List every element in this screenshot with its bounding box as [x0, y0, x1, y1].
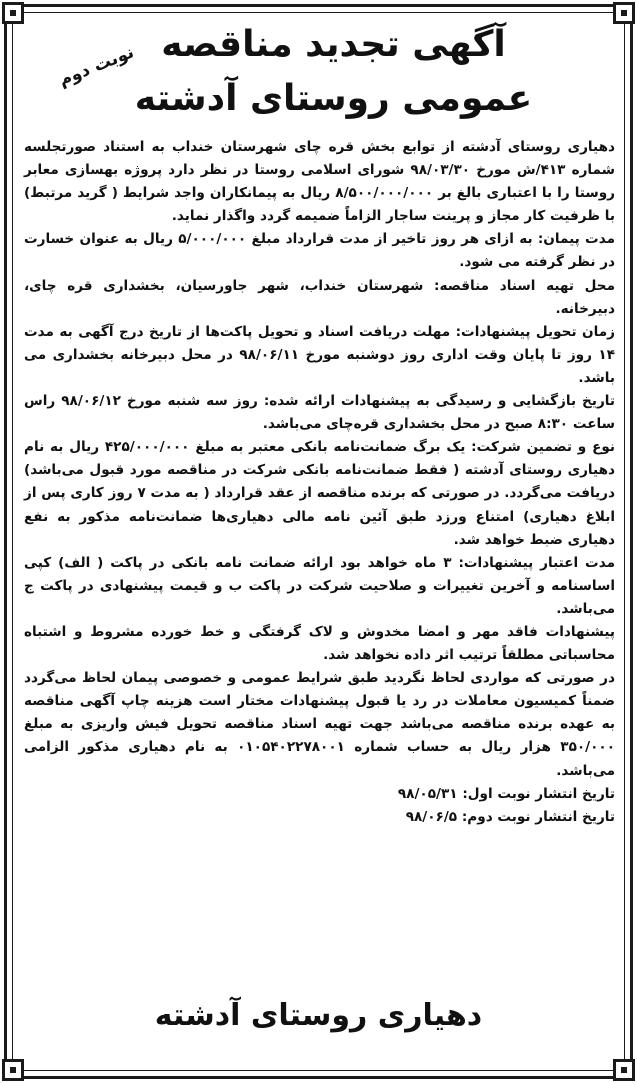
second-round-badge: نوبت دوم	[56, 42, 137, 91]
paragraph-submission-deadline: زمان تحویل پیشنهادات: مهلت دریافت اسناد و تحویل پاکت‌ها از تاریخ درج آگهی به مدت ۱۴ روز تا پایان وقت اداری روز دوشنبه مورخ ۹۸/۰۶/۱۱ در محل دبیرخانه بخشداری می باشد.	[24, 323, 615, 386]
title-line-1: آگهی تجدید مناقصه	[161, 24, 506, 65]
publish-date-first: تاریخ انتشار نوبت اول: ۹۸/۰۵/۳۱	[397, 785, 615, 802]
paragraph-intro: دهیاری روستای آدشته از توابع بخش قره چای شهرستان خنداب به استناد صورتجلسه شماره ۴۱۳/ش مورخ ۹۸/۰۳/۳۰ شورای اسلامی روستا در نظر دارد پروژه بهسازی معابر روستا را با اعتباری بالغ بر ۸/۵۰۰/۰۰۰/۰۰۰ ریال به پیمانکاران واجد شرایط ( گرید مرتبط) با ظرفیت کار مجاز و پرینت ساجار الزاماً ضمیمه گردد واگذار نماید.	[24, 139, 616, 225]
publish-dates	[24, 783, 615, 829]
corner-ornament	[613, 1059, 635, 1081]
notice-body	[24, 136, 615, 829]
corner-ornament	[2, 2, 24, 24]
paragraph-invalid-bids: پیشنهادات فاقد مهر و امضا مخدوش و لاک گرفتگی و خط خورده مشروط و اشتباه محاسباتی مطلقاً ترتیب اثر داده نخواهد شد.	[24, 623, 615, 664]
corner-ornament	[613, 2, 635, 24]
issuer-signature: دهیاری روستای آدشته	[154, 998, 483, 1033]
publish-date-second: تاریخ انتشار نوبت دوم: ۹۸/۰۶/۵	[405, 808, 615, 825]
paragraph-documents-location: محل تهیه اسناد مناقصه: شهرستان خنداب، شهر جاورسیان، بخشداری قره چای، دبیرخانه.	[24, 277, 615, 317]
paragraph-validity: مدت اعتبار پیشنهادات: ۳ ماه خواهد بود ارائه ضمانت نامه بانکی در پاکت ( الف) کپی اساسنامه و آخرین تغییرات و صلاحیت شرکت در پاکت ب و قیمت پیشنهادی در پاکت ج می‌باشد.	[24, 554, 615, 617]
title-line-2: عمومی روستای آدشته	[134, 78, 533, 119]
notice-title	[60, 18, 607, 126]
paragraph-contract-term: مدت پیمان: به ازای هر روز تاخیر از مدت قرارداد مبلغ ۵/۰۰۰/۰۰۰ ریال به عنوان خسارت در نظر گرفته می شود.	[24, 231, 615, 271]
paragraph-opening-date: تاریخ بازگشایی و رسیدگی به پیشنهادات ارائه شده: روز سه شنبه مورخ ۹۸/۰۶/۱۲ راس ساعت ۸:۳۰ صبح در محل بخشداری قره‌چای می‌باشد.	[24, 393, 615, 433]
corner-ornament	[2, 1059, 24, 1081]
paragraph-guarantee: نوع و تضمین شرکت: یک برگ ضمانت‌نامه بانکی معتبر به مبلغ ۴۲۵/۰۰۰/۰۰۰ ریال به نام دهیاری روستای آدشته ( فقط ضمانت‌نامه بانکی شرکت در مناقصه مورد قبول می‌باشد) دریافت می‌گردد. در صورتی که برنده مناقصه از عقد قرارداد ( به مدت ۷ روز کاری پس از ابلاغ دهیاری) امتناع ورزد طبق آئین نامه مالی دهیاری‌ها ضمانت‌نامه مذکور به نفع دهیاری ضبط خواهد شد.	[24, 439, 616, 548]
paragraph-general-terms: در صورتی که مواردی لحاظ نگردید طبق شرایط عمومی و خصوصی پیمان لحاظ می‌گردد ضمناً کمیسیون معاملات در رد یا قبول پیشنهادات مختار است هزینه چاپ آگهی مناقصه به عهده برنده مناقصه می‌باشد جهت تهیه اسناد مناقصه تحویل فیش واریزی به مبلغ ۳۵۰/۰۰۰ هزار ریال به حساب شماره ۰۱۰۵۴۰۲۲۷۸۰۰۱ به نام دهیاری مذکور الزامی می‌باشد.	[24, 670, 616, 779]
